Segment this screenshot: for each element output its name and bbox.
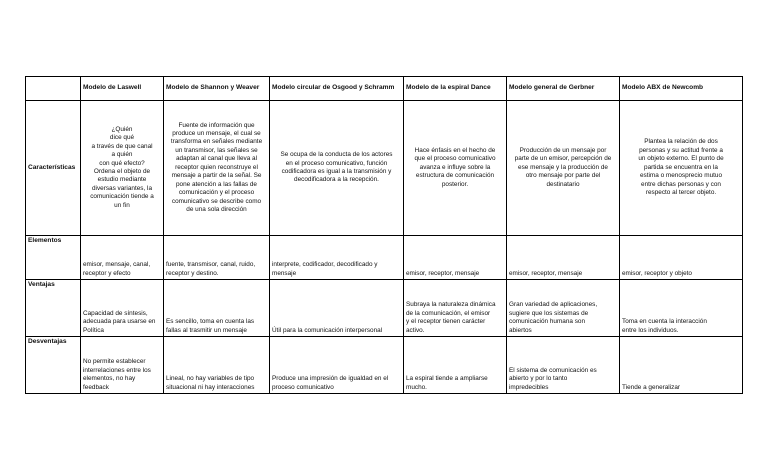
header-gerbner: Modelo general de Gerbner	[507, 77, 620, 101]
cell-elementos-osgood: interprete, codificador, decodificado y mensaje	[270, 236, 404, 280]
cell-desventajas-dance: La espiral tiende a ampliarse mucho.	[404, 337, 507, 394]
cell-desventajas-laswell: No permite establecer interrelaciones entre los elementos, no hay feedback	[81, 337, 164, 394]
cell-elementos-gerbner: emisor, receptor, mensaje	[507, 236, 620, 280]
cell-desventajas-newcomb: Tiende a generalizar	[620, 337, 743, 394]
header-osgood-schramm: Modelo circular de Osgood y Schramm	[270, 77, 404, 101]
cell-ventajas-laswell: Capacidad de síntesis, adecuada para usarse en Política	[81, 280, 164, 337]
cell-ventajas-gerbner: Gran variedad de aplicaciones, sugiere que los sistemas de comunicación humana son abiertos	[507, 280, 620, 337]
cell-ventajas-newcomb: Toma en cuenta la interacción entre los individuos.	[620, 280, 743, 337]
row-ventajas	[26, 280, 743, 337]
cell-caracteristicas-dance: Hace énfasis en el hecho de que el proceso comunicativo avanza e influye sobre la estructura de comunicación posterior.	[404, 101, 507, 236]
row-caracteristicas	[26, 101, 743, 236]
cell-caracteristicas-shannon: Fuente de información que produce un mensaje, el cual se transforma en señales mediante un transmisor, las señales se adaptan al canal que lleva al receptor quien reconstruye el mensaje a partir de la señal. Se pone atención a las fallas de comunicación y el proceso comunicativo se describe como de una sola dirección	[164, 101, 270, 236]
row-elementos	[26, 236, 743, 280]
header-newcomb: Modelo ABX de Newcomb	[620, 77, 743, 101]
cell-caracteristicas-laswell: ¿Quién dice qué a través de que canal a quién con qué efecto? Ordena el objeto de estudio mediante diversas variantes, la comunicación tiende a un fin	[81, 101, 164, 236]
row-label-caracteristicas: Características	[26, 101, 81, 236]
cell-elementos-dance: emisor, receptor, mensaje	[404, 236, 507, 280]
cell-caracteristicas-osgood: Se ocupa de la conducta de los actores en el proceso comunicativo, función codificadora es igual a la transmisión y decodificadora a la recepción.	[270, 101, 404, 236]
row-label-elementos: Elementos	[26, 236, 81, 280]
cell-elementos-shannon: fuente, transmisor, canal, ruido, receptor y destino.	[164, 236, 270, 280]
header-row	[26, 77, 743, 101]
cell-elementos-newcomb: emisor, receptor y objeto	[620, 236, 743, 280]
cell-desventajas-gerbner: El sistema de comunicación es abierto y por lo tanto impredecibles	[507, 337, 620, 394]
cell-elementos-laswell: emisor, mensaje, canal, receptor y efecto	[81, 236, 164, 280]
comparison-table	[25, 76, 743, 394]
row-desventajas	[26, 337, 743, 394]
row-label-ventajas: Ventajas	[26, 280, 81, 337]
row-label-desventajas: Desventajas	[26, 337, 81, 394]
cell-desventajas-osgood: Produce una impresión de igualdad en el proceso comunicativo	[270, 337, 404, 394]
header-dance: Modelo de la espiral Dance	[404, 77, 507, 101]
corner-cell	[26, 77, 81, 101]
cell-desventajas-shannon: Lineal, no hay variables de tipo situacional ni hay interacciones	[164, 337, 270, 394]
cell-ventajas-osgood: Útil para la comunicación interpersonal	[270, 280, 404, 337]
cell-caracteristicas-newcomb: Plantea la relación de dos personas y su actitud frente a un objeto externo. El punto de partida se encuentra en la estima o menosprecio mutuo entre dichas personas y con respecto al tercer objeto.	[620, 101, 743, 236]
cell-ventajas-shannon: Es sencillo, toma en cuenta las fallas al trasmitir un mensaje	[164, 280, 270, 337]
header-shannon-weaver: Modelo de Shannon y Weaver	[164, 77, 270, 101]
cell-ventajas-dance: Subraya la naturaleza dinámica de la comunicación, el emisor y el receptor tienen carácter activo.	[404, 280, 507, 337]
cell-caracteristicas-gerbner: Producción de un mensaje por parte de un emisor, percepción de ese mensaje y la producción de otro mensaje por parte del destinatario	[507, 101, 620, 236]
header-laswell: Modelo de Laswell	[81, 77, 164, 101]
